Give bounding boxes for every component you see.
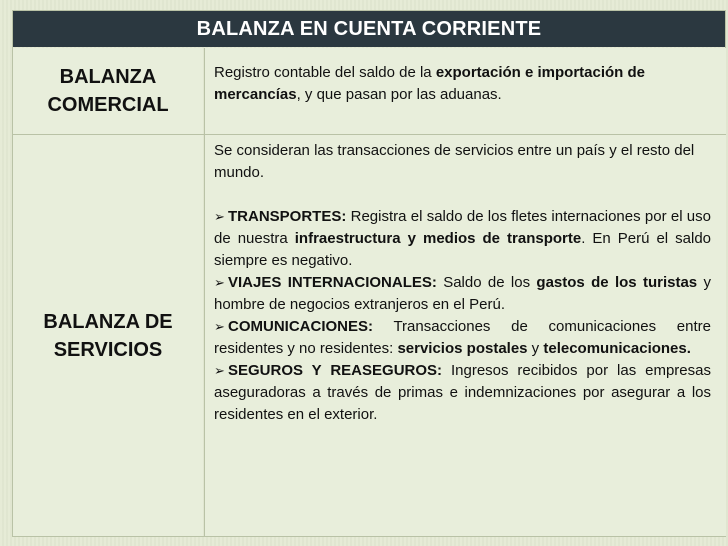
- text-segment: , y que pasan por las aduanas.: [296, 86, 502, 103]
- label-line: COMERCIAL: [47, 94, 169, 116]
- comercial-text: [214, 62, 711, 106]
- arrow-bullet-icon: ➢: [214, 209, 225, 224]
- balanza-comercial-label: [13, 48, 203, 134]
- text-bold: infraestructura y medios de transporte: [294, 230, 582, 247]
- arrow-bullet-icon: ➢: [214, 363, 225, 378]
- balanza-servicios-label: [13, 135, 203, 536]
- bullet-title: COMUNICACIONES:: [228, 318, 373, 335]
- bullet-item: [214, 206, 711, 272]
- text-segment: y: [527, 340, 544, 357]
- text-segment: Registro contable del saldo de la: [214, 64, 436, 81]
- text-segment: Transacciones de comunicaciones entre residentes y no residentes:: [214, 318, 711, 357]
- label-line: SERVICIOS: [53, 338, 163, 361]
- balanza-comercial-description: [204, 48, 726, 134]
- text-segment: Saldo de los: [436, 274, 537, 291]
- current-account-table: [12, 10, 726, 537]
- text-segment: . En Perú el saldo siempre es negativo.: [214, 230, 712, 269]
- arrow-bullet-icon: ➢: [214, 275, 225, 290]
- row-balanza-servicios: [13, 135, 725, 536]
- balanza-servicios-description: [204, 135, 726, 536]
- label-line: BALANZA: [59, 66, 157, 88]
- label-line: BALANZA DE: [43, 310, 173, 333]
- table-title: BALANZA EN CUENTA CORRIENTE: [13, 11, 725, 47]
- bullet-item: [214, 316, 711, 360]
- text-bold: exportación e importación de mercancías: [214, 64, 646, 103]
- bullet-title: TRANSPORTES:: [228, 208, 347, 225]
- bullet-item: [214, 272, 711, 316]
- text-bold: telecomunicaciones.: [543, 340, 691, 357]
- arrow-bullet-icon: ➢: [214, 319, 225, 334]
- text-bold: gastos de los turistas: [536, 274, 698, 291]
- row-balanza-comercial: [13, 48, 725, 134]
- text-segment: Ingresos recibidos por las empresas aseguradoras a través de primas e indemnizaciones por asegurar a los residentes en el exterior.: [214, 362, 711, 423]
- bullet-title: SEGUROS Y REASEGUROS:: [228, 362, 443, 379]
- bullet-item: [214, 360, 711, 426]
- text-bold: servicios postales: [397, 340, 528, 357]
- text-segment: Registra el saldo de los fletes internaciones por el uso de nuestra: [214, 208, 711, 247]
- servicios-intro: Se consideran las transacciones de servicios entre un país y el resto del mundo.: [214, 142, 695, 181]
- bullet-title: VIAJES INTERNACIONALES:: [228, 274, 437, 291]
- text-segment: y hombre de negocios extranjeros en el Perú.: [214, 274, 711, 313]
